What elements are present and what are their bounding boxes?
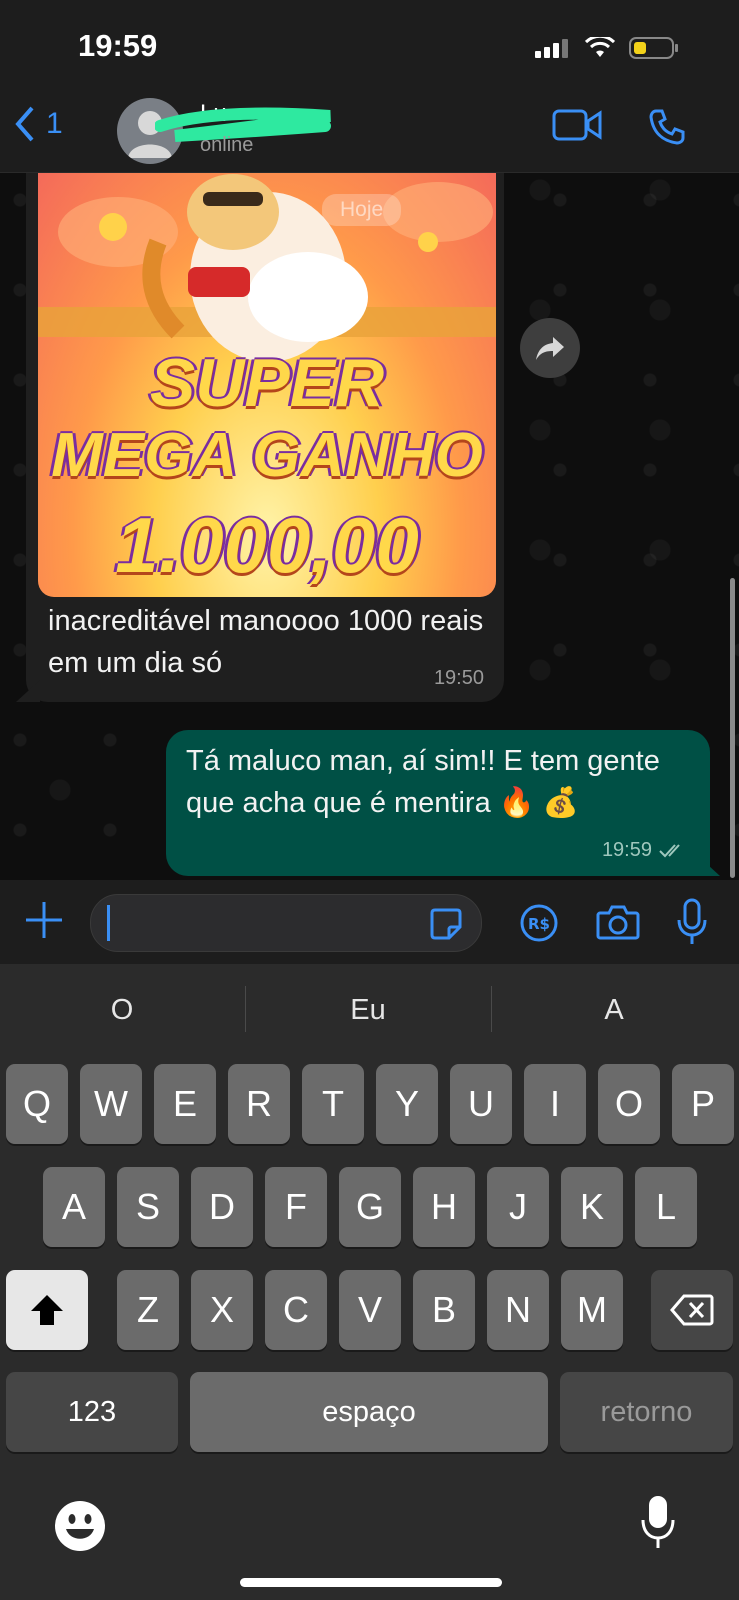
suggestion-divider bbox=[491, 986, 492, 1032]
return-key[interactable]: retorno bbox=[560, 1372, 733, 1452]
incoming-message[interactable] bbox=[26, 172, 504, 702]
text-caret bbox=[107, 905, 110, 941]
suggestion-3[interactable]: A bbox=[604, 994, 624, 1026]
message-input-bar bbox=[0, 880, 739, 964]
forward-button[interactable] bbox=[520, 318, 580, 378]
suggestion-1[interactable]: O bbox=[110, 994, 134, 1026]
promo-headline-2: MEGA GANHO bbox=[51, 421, 483, 490]
attach-button[interactable] bbox=[24, 900, 64, 945]
camera-icon bbox=[596, 904, 640, 940]
key-l[interactable]: L bbox=[635, 1167, 697, 1247]
shift-key[interactable] bbox=[6, 1270, 88, 1350]
emoji-icon bbox=[54, 1500, 106, 1552]
video-call-button[interactable] bbox=[552, 108, 602, 147]
key-z[interactable]: Z bbox=[117, 1270, 179, 1350]
suggestion-2[interactable]: Eu bbox=[350, 994, 386, 1026]
key-a[interactable]: A bbox=[43, 1167, 105, 1247]
backspace-icon bbox=[670, 1294, 714, 1326]
key-b[interactable]: B bbox=[413, 1270, 475, 1350]
key-m[interactable]: M bbox=[561, 1270, 623, 1350]
key-t[interactable]: T bbox=[302, 1064, 364, 1144]
key-d[interactable]: D bbox=[191, 1167, 253, 1247]
message-text: Tá maluco man, aí sim!! E tem gente que acha que é mentira 🔥 💰 bbox=[186, 745, 660, 819]
key-y[interactable]: Y bbox=[376, 1064, 438, 1144]
key-f[interactable]: F bbox=[265, 1167, 327, 1247]
message-meta bbox=[602, 839, 688, 862]
key-u[interactable]: U bbox=[450, 1064, 512, 1144]
status-time: 19:59 bbox=[78, 28, 158, 63]
sticker-button[interactable] bbox=[429, 907, 463, 946]
battery-icon bbox=[629, 36, 679, 60]
unread-count: 1 bbox=[46, 107, 63, 140]
delete-key[interactable] bbox=[651, 1270, 733, 1350]
brl-currency-icon bbox=[520, 904, 558, 942]
key-c[interactable]: C bbox=[265, 1270, 327, 1350]
status-icons bbox=[535, 36, 679, 60]
svg-text:R$: R$ bbox=[528, 915, 550, 933]
home-indicator bbox=[240, 1578, 502, 1587]
emoji-button[interactable] bbox=[54, 1500, 106, 1557]
microphone-icon bbox=[676, 898, 708, 946]
promo-image[interactable] bbox=[38, 172, 496, 597]
signal-icon bbox=[535, 38, 571, 58]
shift-arrow-icon bbox=[29, 1293, 65, 1327]
key-x[interactable]: X bbox=[191, 1270, 253, 1350]
suggestion-divider bbox=[245, 986, 246, 1032]
key-i[interactable]: I bbox=[524, 1064, 586, 1144]
key-k[interactable]: K bbox=[561, 1167, 623, 1247]
wifi-icon bbox=[585, 37, 615, 59]
contact-status: online bbox=[200, 134, 254, 156]
key-e[interactable]: E bbox=[154, 1064, 216, 1144]
promo-amount: 1.000,00 bbox=[115, 501, 419, 589]
outgoing-message[interactable] bbox=[166, 730, 710, 876]
message-time: 19:59 bbox=[601, 839, 652, 861]
numbers-key[interactable]: 123 bbox=[6, 1372, 178, 1452]
key-h[interactable]: H bbox=[413, 1167, 475, 1247]
message-text: inacreditável manoooo 1000 reais em um dia só bbox=[48, 605, 484, 679]
key-p[interactable]: P bbox=[672, 1064, 734, 1144]
voice-call-button[interactable] bbox=[648, 108, 686, 151]
microphone-icon bbox=[640, 1494, 676, 1550]
double-check-icon bbox=[658, 842, 688, 860]
key-r[interactable]: R bbox=[228, 1064, 290, 1144]
key-q[interactable]: Q bbox=[6, 1064, 68, 1144]
date-chip: Hoje bbox=[322, 194, 401, 226]
forward-icon bbox=[535, 335, 565, 361]
back-button[interactable] bbox=[14, 106, 63, 142]
key-j[interactable]: J bbox=[487, 1167, 549, 1247]
key-w[interactable]: W bbox=[80, 1064, 142, 1144]
keyboard bbox=[0, 964, 739, 1600]
contact-name[interactable]: Lu bbox=[200, 100, 227, 127]
dictation-button[interactable] bbox=[640, 1494, 676, 1555]
sticker-icon bbox=[429, 907, 463, 941]
camera-button[interactable] bbox=[596, 904, 640, 945]
key-n[interactable]: N bbox=[487, 1270, 549, 1350]
payment-button[interactable] bbox=[520, 904, 558, 947]
plus-icon bbox=[24, 900, 64, 940]
scrollbar[interactable] bbox=[730, 578, 735, 878]
key-g[interactable]: G bbox=[339, 1167, 401, 1247]
key-v[interactable]: V bbox=[339, 1270, 401, 1350]
promo-headline-1: SUPER bbox=[149, 345, 385, 421]
message-time: 19:50 bbox=[433, 667, 484, 689]
space-key[interactable]: espaço bbox=[190, 1372, 548, 1452]
voice-message-button[interactable] bbox=[676, 898, 708, 951]
message-input[interactable] bbox=[90, 894, 482, 952]
chat-header bbox=[0, 0, 739, 173]
key-o[interactable]: O bbox=[598, 1064, 660, 1144]
phone-icon bbox=[648, 108, 686, 146]
key-s[interactable]: S bbox=[117, 1167, 179, 1247]
chevron-left-icon bbox=[14, 106, 36, 142]
video-camera-icon bbox=[552, 108, 602, 142]
